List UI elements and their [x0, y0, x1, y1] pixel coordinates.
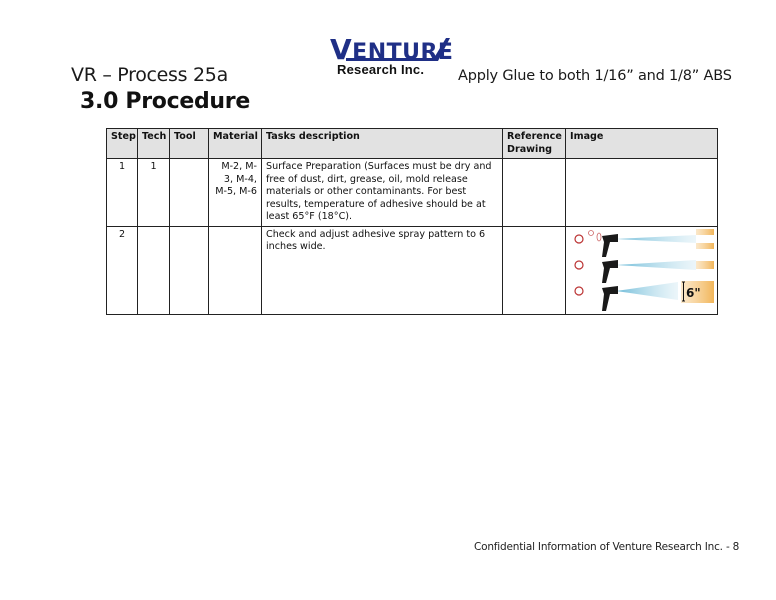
svg-text:6": 6"	[686, 285, 701, 300]
cell-reference-drawing	[503, 159, 566, 227]
cell-tool	[170, 226, 209, 314]
col-header-reference-drawing: Reference Drawing	[503, 129, 566, 159]
spray-gun-icon	[566, 227, 716, 313]
process-title: VR – Process 25a	[71, 64, 228, 86]
cell-material: M-2, M-3, M-4, M-5, M-6	[209, 159, 262, 227]
procedure-table	[106, 128, 718, 315]
spray-gun-pattern-image	[566, 227, 716, 313]
cell-image	[566, 226, 718, 314]
operation-title: Apply Glue to both 1/16” and 1/8” ABS	[458, 68, 732, 84]
cell-image	[566, 159, 718, 227]
cell-task: Check and adjust adhesive spray pattern to 6 inches wide.	[262, 226, 503, 314]
col-header-tool: Tool	[170, 129, 209, 159]
cell-step: 2	[107, 226, 138, 314]
col-header-task: Tasks description	[262, 129, 503, 159]
cell-material	[209, 226, 262, 314]
cell-reference-drawing	[503, 226, 566, 314]
cell-tech	[138, 226, 170, 314]
logo-tagline: Research Inc.	[337, 62, 425, 77]
table-row	[107, 159, 718, 227]
logo-brand: VENTURE	[330, 33, 454, 66]
table-row	[107, 226, 718, 314]
col-header-image: Image	[566, 129, 718, 159]
cell-tech: 1	[138, 159, 170, 227]
cell-tool	[170, 159, 209, 227]
col-header-step: Step	[107, 129, 138, 159]
cell-step: 1	[107, 159, 138, 227]
table-header-row	[107, 129, 718, 159]
cell-task: Surface Preparation (Surfaces must be dry and free of dust, dirt, grease, oil, mold release materials or other contaminants. For best results, temperature of adhesive should be at least 65°F (18°C).	[262, 159, 503, 227]
page-footer: Confidential Information of Venture Research Inc. - 8	[474, 541, 740, 553]
section-title: 3.0 Procedure	[80, 89, 250, 114]
col-header-tech: Tech	[138, 129, 170, 159]
company-logo	[326, 33, 454, 80]
col-header-material: Material	[209, 129, 262, 159]
